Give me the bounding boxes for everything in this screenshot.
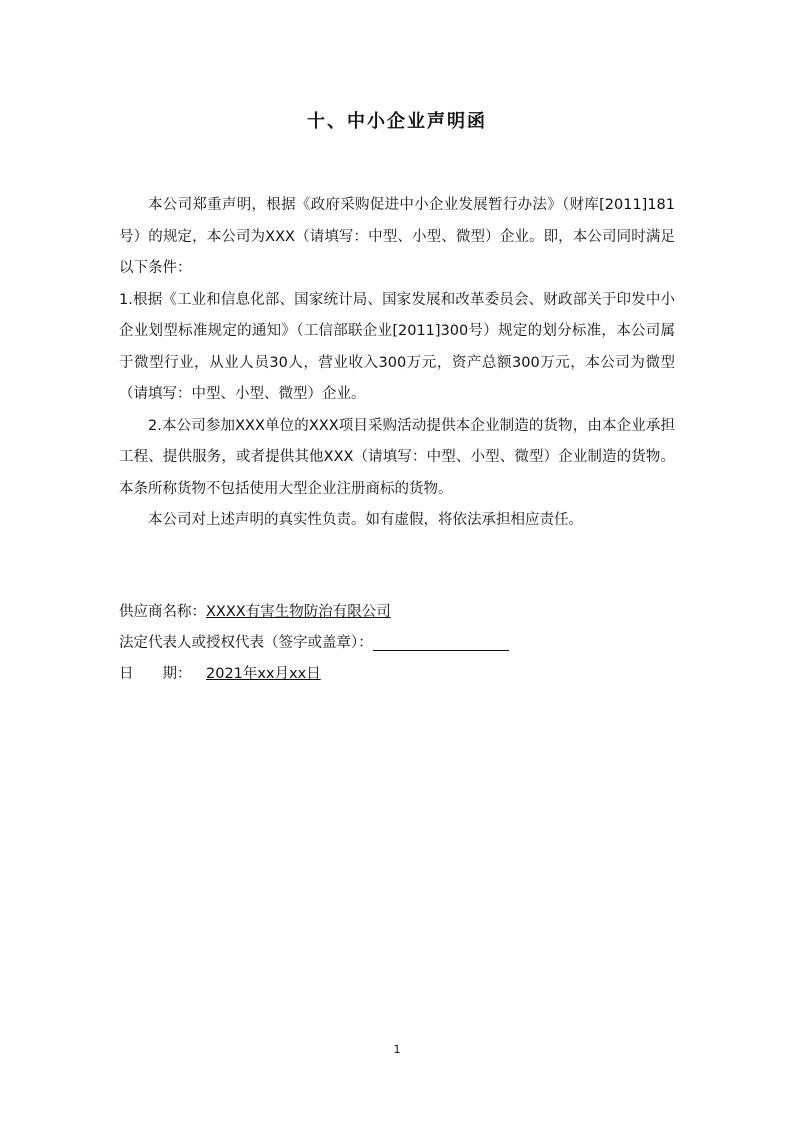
supplier-name: XXXX有害生物防治有限公司 [206, 604, 391, 620]
representative-row [119, 628, 675, 659]
declaration-body [119, 190, 675, 537]
paragraph-condition-1: 1.根据《工业和信息化部、国家统计局、国家发展和改革委员会、财政部关于印发中小企业划型标准规定的通知》（工信部联企业[2011]300号）规定的划分标准，本公司属于微型行业，从业人员30人，营业收入300万元，资产总额300万元，本公司为微型（请填写：中型、小型、微型）企业。 [119, 291, 675, 402]
paragraph-responsibility: 本公司对上述声明的真实性负责。如有虚假，将依法承担相应责任。 [148, 512, 583, 528]
signature-block [119, 597, 675, 690]
date-row [119, 659, 675, 690]
paragraph-intro: 本公司郑重声明，根据《政府采购促进中小企业发展暂行办法》（财库[2011]181号）的规定，本公司为XXX（请填写：中型、小型、微型）企业。即，本公司同时满足以下条件： [119, 197, 675, 276]
supplier-label: 供应商名称： [119, 604, 206, 620]
representative-label: 法定代表人或授权代表（签字或盖章）： [119, 635, 373, 651]
document-title: 十、中小企业声明函 [307, 111, 487, 132]
page-number: 1 [393, 1043, 401, 1056]
paragraph-condition-2: 2.本公司参加XXX单位的XXX项目采购活动提供本企业制造的货物，由本企业承担工程、提供服务，或者提供其他XXX（请填写：中型、小型、微型）企业制造的货物。本条所称货物不包括使用大型企业注册商标的货物。 [119, 417, 675, 497]
signature-line [373, 634, 509, 651]
date-label: 日 期： [119, 666, 192, 682]
date-value: 2021年xx月xx日 [206, 666, 321, 682]
supplier-row [119, 597, 675, 628]
